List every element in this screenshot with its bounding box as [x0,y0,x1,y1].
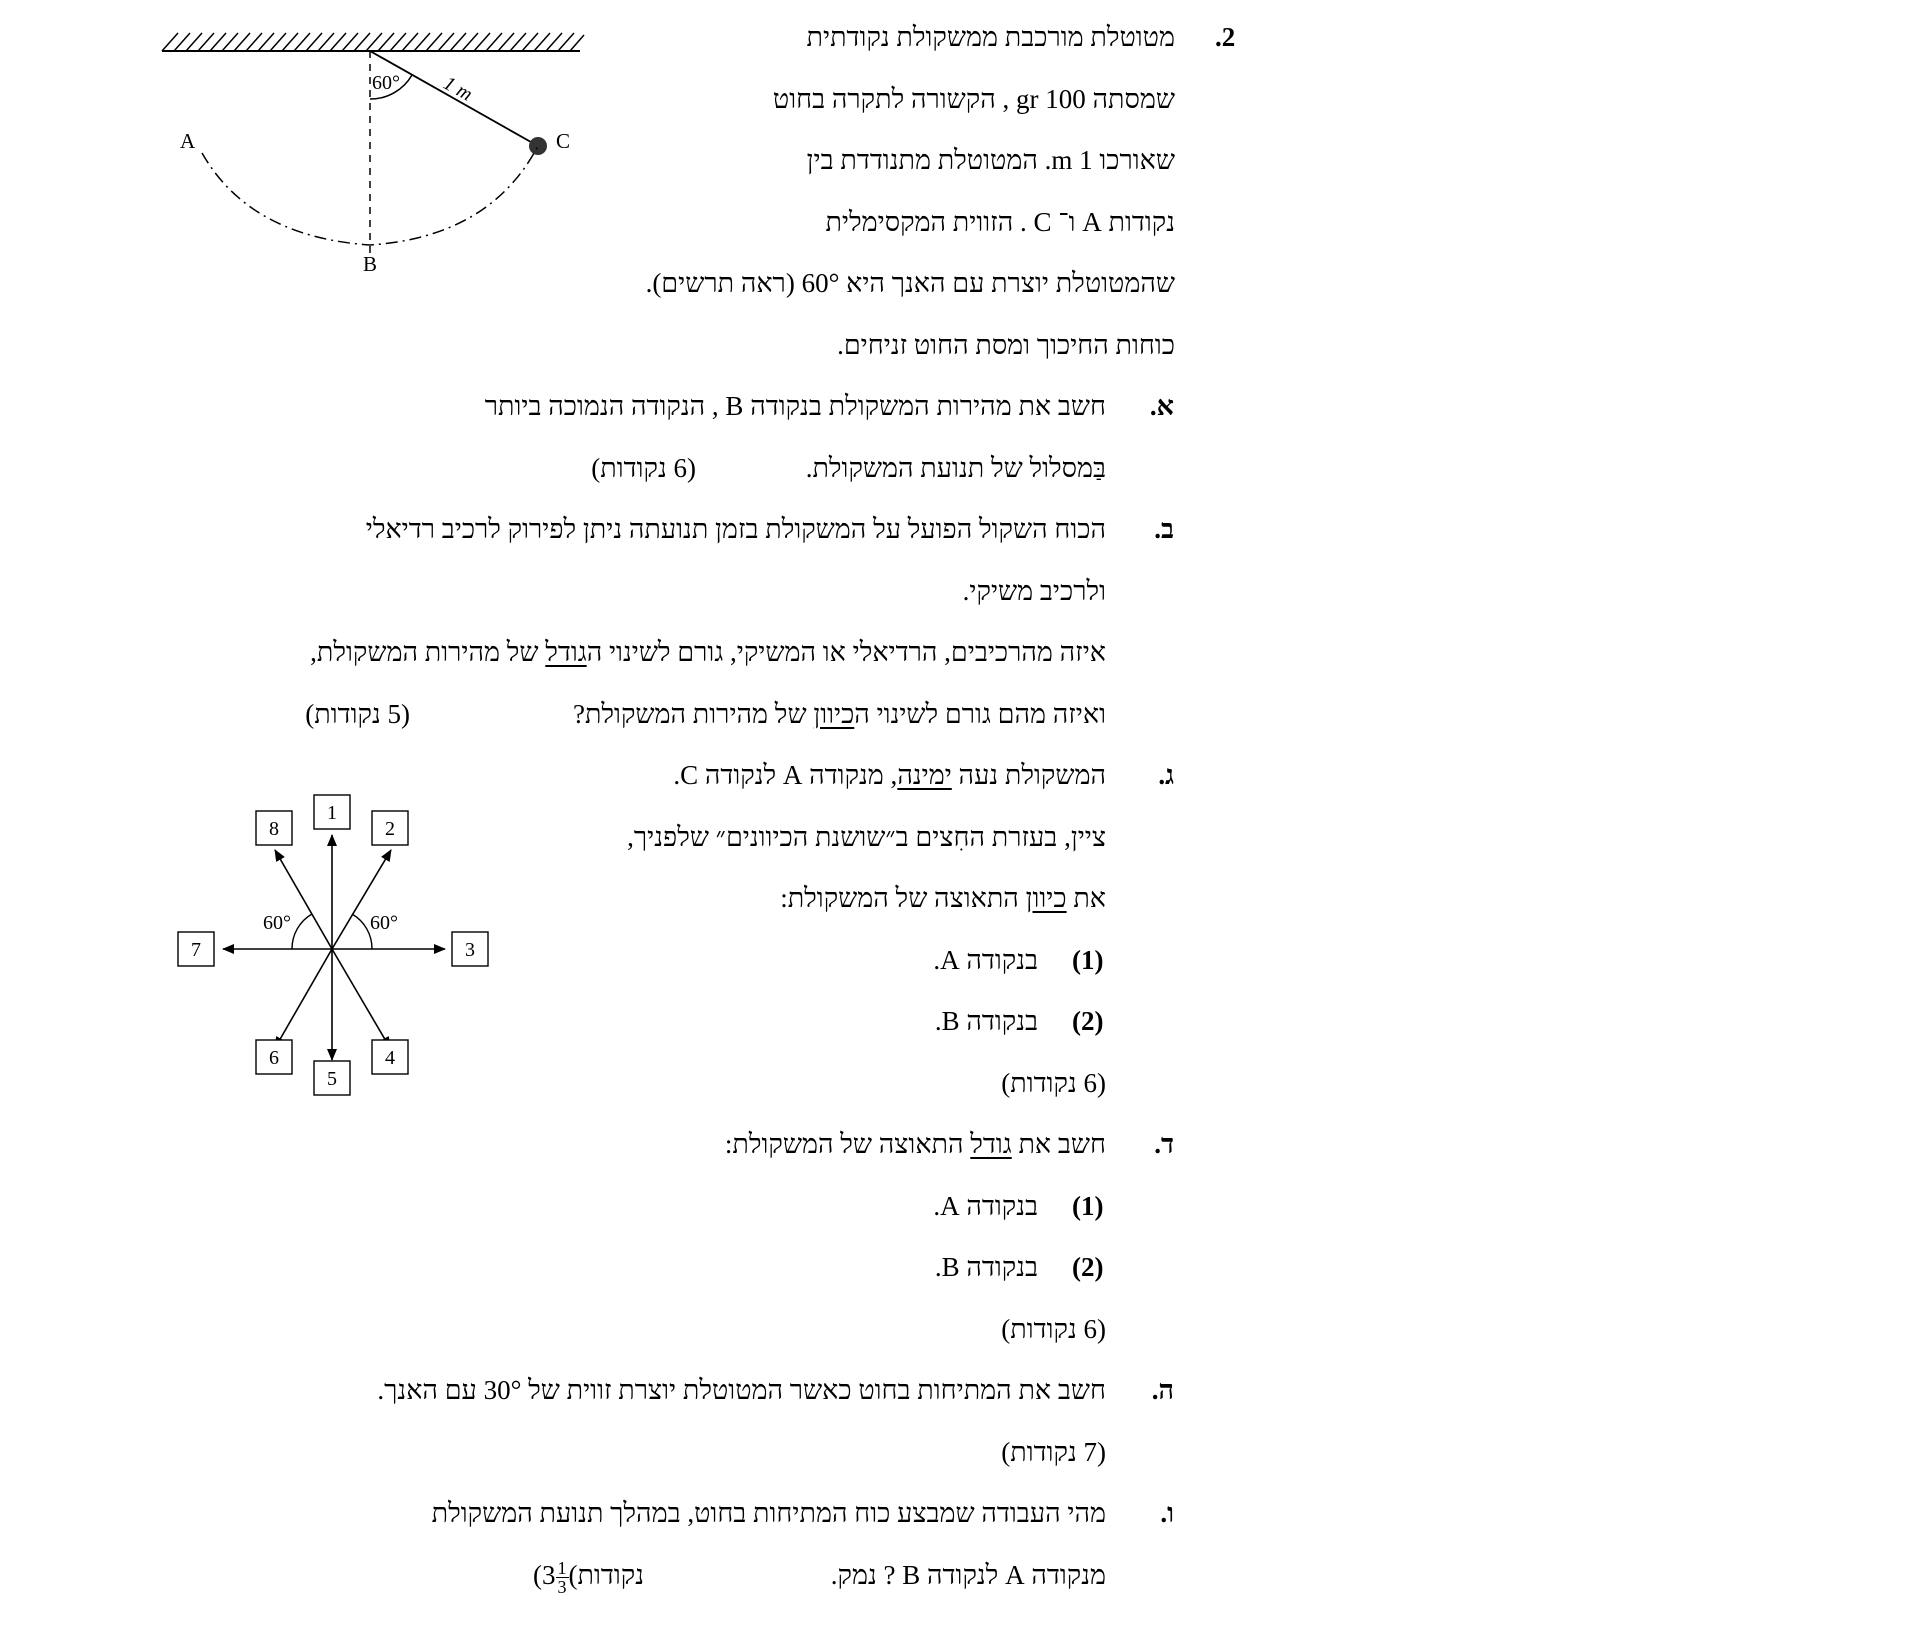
part-d-sub-1-label: (1) [1072,1191,1104,1221]
part-d-line-1: חשב את גודל התאוצה של המשקולת: [724,1129,1106,1159]
left-angle-label: 60° [263,912,291,934]
label-5: 5 [327,1068,337,1090]
arrow-8 [275,850,332,949]
intro-line-6: כוחות החיכוך ומסת החוט זניחים. [837,330,1175,360]
part-c-sub-1: בנקודה A. [933,945,1038,975]
intro-line-1: מטוטלת מורכבת ממשקולת נקודתית [806,22,1175,52]
pendulum-diagram [150,25,590,285]
part-e-line-1: חשב את המתיחות בחוט כאשר המטוטלת יוצרת זווית של 30° עם האנך. [377,1375,1106,1405]
part-f-points: (3 $\frac{1}{3}$ נקודות) [533,1558,644,1598]
point-c-label: C [556,129,571,153]
part-d-sub-2: בנקודה B. [934,1252,1038,1282]
part-a-line-1: חשב את מהירות המשקולת בנקודה B , הנקודה הנמוכה ביותר [484,391,1106,421]
part-c-line-3: את כיוון התאוצה של המשקולת: [780,883,1106,913]
label-2: 2 [385,818,395,840]
point-a-label: A [180,129,196,153]
part-c-sub-2: בנקודה B. [934,1006,1038,1036]
ceiling-hatching [162,33,584,51]
part-c-line-1: המשקולת נעה ימינה, מנקודה A לנקודה C. [673,760,1106,790]
part-d-points: (6 נקודות) [1001,1314,1106,1344]
part-b-line-4: ואיזה מהם גורם לשינוי הכיוון של מהירות המשקולת? [572,699,1106,729]
label-7: 7 [191,939,201,961]
part-c-label: ג. [1158,760,1174,790]
left-angle-arc [292,914,312,949]
part-e-label: ה. [1151,1375,1174,1405]
part-e-points: (7 נקודות) [1001,1437,1106,1467]
compass-rose-diagram [170,785,500,1105]
label-1: 1 [327,802,337,824]
label-3: 3 [465,939,475,961]
fraction: $\frac{1}{3}$ [557,1558,567,1598]
intro-line-3: שאורכו 1 m. המטוטלת מתנודדת בין [806,145,1175,175]
length-label: 1 m [439,72,477,106]
intro-line-2: שמסתה 100 gr , הקשורה לתקרה בחוט [772,84,1175,114]
label-6: 6 [269,1047,279,1069]
part-d-sub-1: בנקודה A. [933,1191,1038,1221]
point-b-label: B [363,252,378,276]
part-c-sub-2-label: (2) [1072,1006,1104,1036]
part-a-points: (6 נקודות) [591,453,696,483]
arrow-4 [332,949,390,1048]
part-f-line-2: מנקודה A לנקודה B ? נמק. [830,1560,1106,1590]
intro-line-4: נקודות A ו־ C . הזווית המקסימלית [825,207,1175,237]
intro-line-5: שהמטוטלת יוצרת עם האנך היא 60° (ראה תרשים). [645,268,1175,298]
part-b-label: ב. [1154,514,1174,544]
part-f-label: ו. [1160,1498,1174,1528]
part-c-line-2: ציין, בעזרת החִצים ב״שושנת הכיוונים״ שלפניך, [627,822,1106,852]
label-4: 4 [385,1047,395,1069]
part-c-points: (6 נקודות) [1001,1068,1106,1098]
part-f-line-1: מהי העבודה שמבצע כוח המתיחות בחוט, במהלך תנועת המשקולת [431,1498,1106,1528]
label-8: 8 [269,818,279,840]
arrow-6 [275,949,332,1048]
part-b-line-3: איזה מהרכיבים, הרדיאלי או המשיקי, גורם לשינוי הגודל של מהירות המשקולת, [310,637,1106,667]
part-d-label: ד. [1154,1129,1174,1159]
part-b-points: (5 נקודות) [305,699,410,729]
angle-label: 60° [372,72,400,94]
pendulum-bob [529,137,547,155]
part-a-line-2: בַּמסלול של תנועת המשקולת. [805,453,1106,483]
question-number: .2 [1215,22,1236,52]
part-a-label: א. [1149,391,1174,421]
part-b-line-2: ולרכיב משיקי. [962,576,1106,606]
part-d-sub-2-label: (2) [1072,1252,1104,1282]
arrow-2 [332,850,391,949]
part-c-sub-1-label: (1) [1072,945,1104,975]
right-angle-label: 60° [370,912,398,934]
part-b-line-1: הכוח השקול הפועל על המשקולת בזמן תנועתה ניתן לפירוק לרכיב רדיאלי [365,514,1106,544]
right-angle-arc [352,914,372,949]
